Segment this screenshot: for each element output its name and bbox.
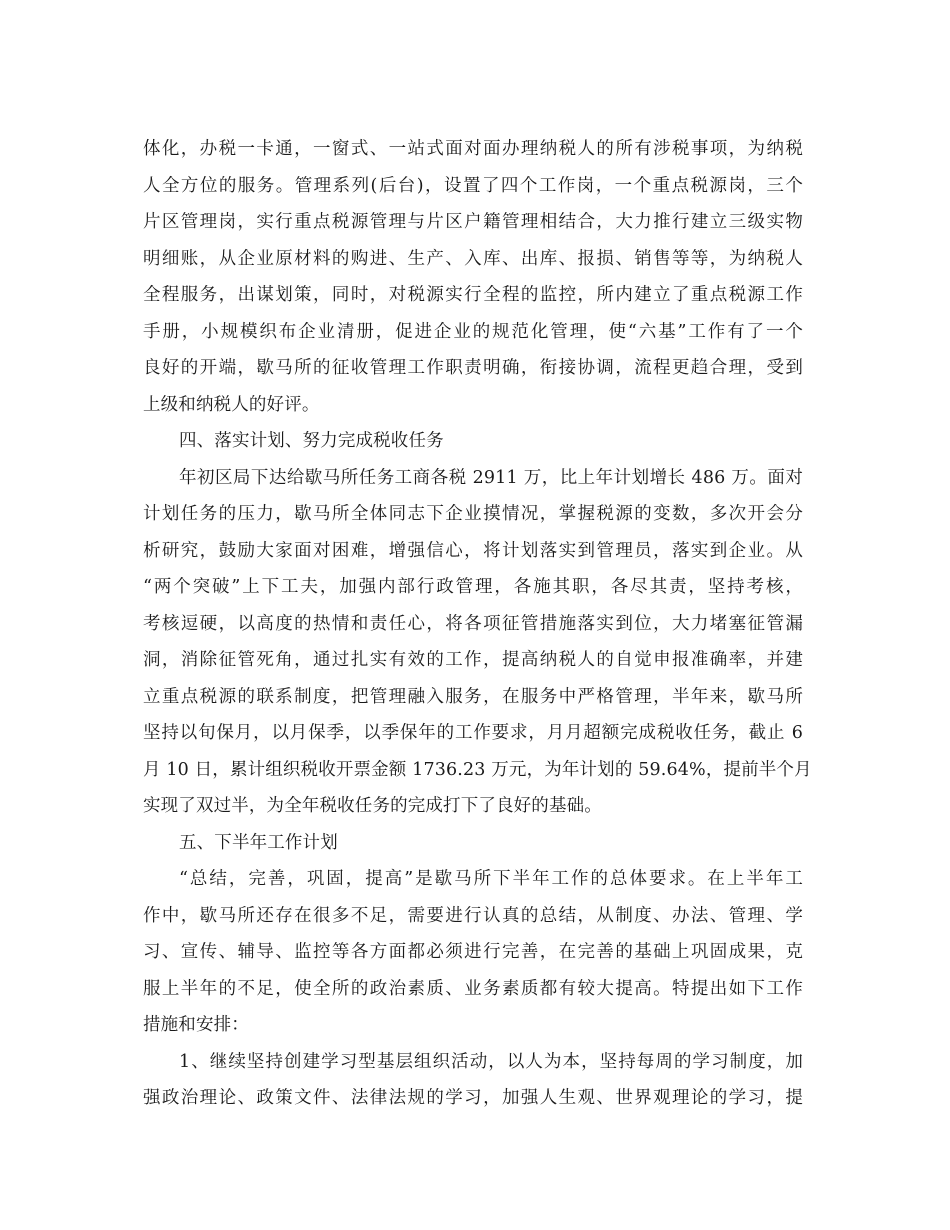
- text-line: 明细账，从企业原材料的购进、生产、入库、出库、报损、销售等等，为纳税人: [143, 248, 803, 269]
- text-line: 上级和纳税人的好评。: [143, 394, 320, 415]
- text-line: 析研究，鼓励大家面对困难，增强信心，将计划落实到管理员，落实到企业。从: [143, 540, 803, 561]
- text-line: 措施和安排：: [143, 1015, 249, 1035]
- text-line: 手册，小规模织布企业清册，促进企业的规范化管理，使“六基”工作有了一个: [143, 321, 803, 342]
- text-line: 四、落实计划、努力完成税收任务: [179, 431, 444, 451]
- text-line: 立重点税源的联系制度，把管理融入服务，在服务中严格管理，半年来，歇马所: [143, 686, 803, 707]
- text-line: 1、继续坚持创建学习型基层组织活动，以人为本，坚持每周的学习制度，加: [179, 1051, 803, 1072]
- text-line: 实现了双过半，为全年税收任务的完成打下了良好的基础。: [143, 796, 602, 816]
- text-line: 服上半年的不足，使全所的政治素质、业务素质都有较大提高。特提出如下工作: [143, 978, 803, 999]
- text-line: 习、宣传、辅导、监控等各方面都必须进行完善，在完善的基础上巩固成果，克: [143, 942, 803, 962]
- text-line: 计划任务的压力，歇马所全体同志下企业摸情况，掌握税源的变数，多次开会分: [143, 504, 803, 524]
- text-line: 作中，歇马所还存在很多不足，需要进行认真的总结，从制度、办法、管理、学: [143, 905, 803, 926]
- document-page: [143, 131, 812, 1117]
- text-line: “总结，完善，巩固，提高”是歇马所下半年工作的总体要求。在上半年工: [179, 869, 803, 889]
- text-line: 年初区局下达给歇马所任务工商各税 2911 万，比上年计划增长 486 万。面对: [179, 467, 803, 488]
- text-line: 洞，消除征管死角，通过扎实有效的工作，提高纳税人的自觉申报准确率，并建: [143, 650, 803, 670]
- text-line: 良好的开端，歇马所的征收管理工作职责明确，衔接协调，流程更趋合理，受到: [143, 358, 803, 378]
- text-line: 月 10 日，累计组织税收开票金额 1736.23 万元，为年计划的 59.64%，提前半个月: [143, 759, 812, 780]
- text-line: 全程服务，出谋划策，同时，对税源实行全程的监控，所内建立了重点税源工作: [143, 285, 803, 305]
- text-line: 体化，办税一卡通，一窗式、一站式面对面办理纳税人的所有涉税事项，为纳税: [143, 139, 803, 159]
- text-line: 强政治理论、政策文件、法律法规的学习，加强人生观、世界观理论的学习，提: [143, 1088, 803, 1108]
- text-line: 片区管理岗，实行重点税源管理与片区户籍管理相结合，大力推行建立三级实物: [143, 212, 803, 232]
- text-line: 五、下半年工作计划: [179, 832, 338, 853]
- text-line: 坚持以旬保月，以月保季，以季保年的工作要求，月月超额完成税收任务，截止 6: [143, 723, 803, 743]
- text-line: 考核逗硬，以高度的热情和责任心，将各项征管措施落实到位，大力堵塞征管漏: [143, 613, 803, 634]
- text-line: “两个突破”上下工夫，加强内部行政管理，各施其职，各尽其责，坚持考核，: [143, 577, 803, 597]
- text-line: 人全方位的服务。管理系列(后台)，设置了四个工作岗，一个重点税源岗，三个: [143, 175, 803, 196]
